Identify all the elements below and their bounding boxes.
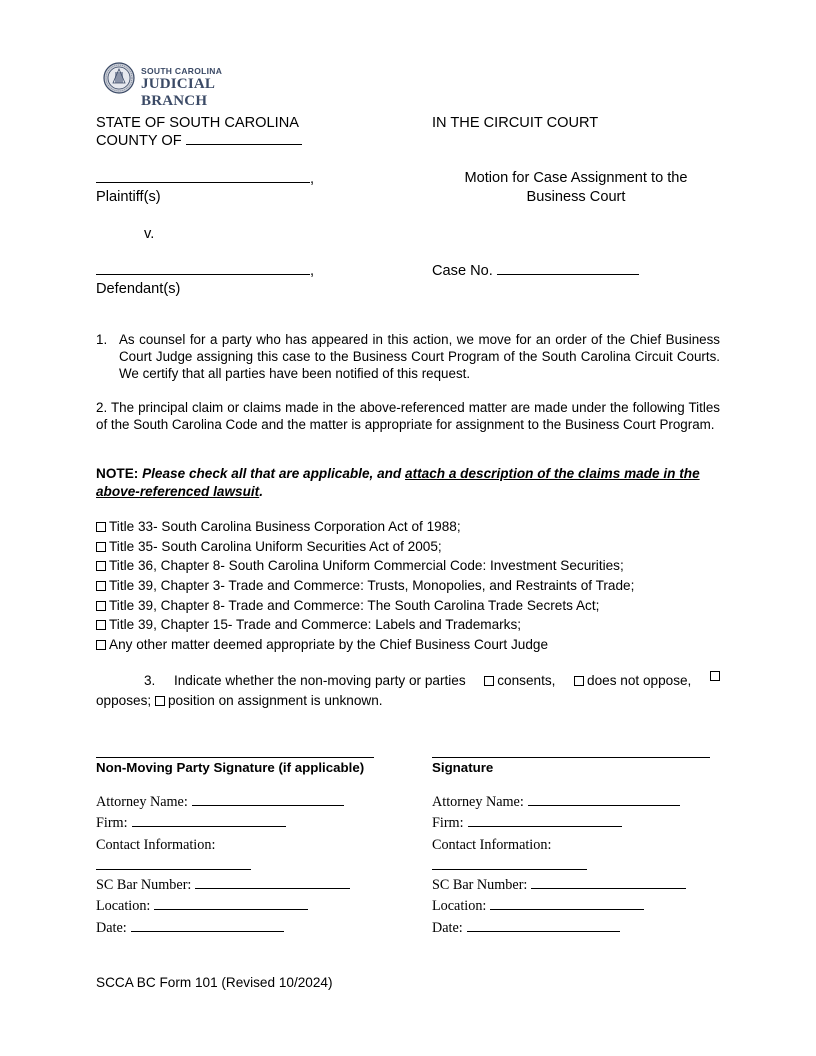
checkbox[interactable] — [96, 620, 106, 630]
checkbox[interactable] — [96, 581, 106, 591]
left-contact-field[interactable] — [96, 869, 251, 870]
logo-line-state: SOUTH CAROLINA — [141, 66, 223, 76]
does-not-oppose-checkbox[interactable] — [574, 676, 584, 686]
location-label: Location: — [96, 898, 151, 914]
title-checklist — [96, 517, 634, 655]
plaintiff-label: Plaintiff(s) — [96, 189, 161, 205]
left-attorney-name-field[interactable] — [192, 794, 344, 806]
state-seal-icon — [103, 62, 135, 94]
right-attorney-name — [432, 794, 680, 811]
checkbox[interactable] — [96, 640, 106, 650]
defendant-name-line — [96, 262, 314, 280]
paragraph-1 — [96, 331, 720, 382]
checklist-item-label: Title 39, Chapter 3- Trade and Commerce: Trusts, Monopolies, and Restraints of Trade; — [109, 578, 635, 594]
left-location-field[interactable] — [154, 898, 308, 910]
note-attach-instruction: attach a description of the claims made in the above-referenced lawsuit — [96, 466, 700, 499]
motion-title-line2: Business Court — [526, 189, 626, 205]
left-firm-field[interactable] — [132, 815, 286, 827]
attorney-name-label: Attorney Name: — [96, 794, 188, 810]
county-label: COUNTY OF — [96, 133, 182, 149]
checkbox[interactable] — [96, 522, 106, 532]
unknown-checkbox[interactable] — [155, 696, 165, 706]
checkbox[interactable] — [96, 542, 106, 552]
court-heading: IN THE CIRCUIT COURT — [432, 115, 599, 131]
checkbox[interactable] — [96, 601, 106, 611]
option-does-not-oppose — [574, 671, 691, 691]
note — [96, 465, 720, 501]
case-number-field[interactable] — [497, 262, 639, 275]
non-moving-signature-title: Non-Moving Party Signature (if applicable) — [96, 760, 365, 775]
consents-label: consents, — [497, 673, 556, 688]
defendant-comma: , — [310, 263, 315, 279]
motion-title — [432, 169, 720, 206]
right-location — [432, 898, 644, 915]
right-contact: Contact Information: — [432, 837, 552, 853]
checkbox[interactable] — [96, 561, 106, 571]
paragraph-2-text: 2. The principal claim or claims made in the above-referenced matter are made under the following Titles of the South Carolina Code and the matter is appropriate for assignment to the Business Court Program. — [96, 400, 720, 432]
state-heading: STATE OF SOUTH CAROLINA — [96, 115, 299, 131]
left-date-field[interactable] — [131, 920, 284, 932]
county-heading — [96, 132, 302, 150]
opposes-checkbox[interactable] — [710, 671, 720, 681]
option-consents — [484, 671, 555, 691]
checklist-item-label: Title 33- South Carolina Business Corporation Act of 1988; — [109, 519, 461, 534]
opposes-label: opposes; — [96, 692, 152, 708]
paragraph-3-line1 — [96, 671, 720, 691]
right-date — [432, 920, 620, 937]
left-date — [96, 920, 284, 937]
right-firm — [432, 815, 622, 832]
checklist-item — [96, 635, 634, 655]
checklist-item — [96, 556, 634, 576]
logo-line-branch: JUDICIAL BRANCH — [141, 76, 215, 109]
right-attorney-name-field[interactable] — [528, 794, 680, 806]
checklist-item-label: Title 36, Chapter 8- South Carolina Uniform Commercial Code: Investment Securities; — [109, 558, 624, 574]
left-location — [96, 898, 308, 915]
note-end: . — [259, 484, 263, 499]
left-bar-number — [96, 877, 350, 894]
case-number-label: Case No. — [432, 263, 493, 279]
defendant-label: Defendant(s) — [96, 281, 181, 297]
paragraph-2 — [96, 399, 720, 433]
right-bar-number-field[interactable] — [531, 877, 686, 889]
right-date-field[interactable] — [467, 920, 620, 932]
does-not-oppose-label: does not oppose, — [587, 673, 692, 688]
left-attorney-name — [96, 794, 344, 811]
paragraph-3-lead: Indicate whether the non-moving party or parties — [173, 673, 466, 688]
date-label: Date: — [432, 920, 463, 936]
signature-line[interactable] — [432, 757, 710, 758]
bar-number-label: SC Bar Number: — [432, 877, 528, 893]
county-field[interactable] — [186, 132, 302, 145]
right-firm-field[interactable] — [468, 815, 622, 827]
left-firm — [96, 815, 286, 832]
firm-label: Firm: — [96, 815, 128, 831]
plaintiff-field[interactable] — [96, 170, 310, 183]
checklist-item — [96, 596, 634, 616]
checklist-item — [96, 576, 634, 596]
plaintiff-comma: , — [310, 171, 315, 187]
location-label: Location: — [432, 898, 487, 914]
checklist-item — [96, 615, 634, 635]
plaintiff-name-line — [96, 170, 314, 188]
checklist-item — [96, 517, 634, 537]
motion-title-line1: Motion for Case Assignment to the — [464, 170, 688, 186]
date-label: Date: — [96, 920, 127, 936]
paragraph-1-text: As counsel for a party who has appeared in this action, we move for an order of the Chief Business Court Judge assigning this case to the Business Court Program of the South Carolina Circuit Courts. We certify that all parties have been notified of this request. — [119, 332, 720, 381]
judicial-branch-logo — [103, 62, 263, 109]
paragraph-1-number: 1. — [96, 332, 108, 347]
paragraph-3-number: 3. — [144, 673, 156, 688]
case-number — [432, 262, 639, 280]
consents-checkbox[interactable] — [484, 676, 494, 686]
firm-label: Firm: — [432, 815, 464, 831]
note-label: NOTE: — [96, 466, 139, 481]
right-contact-field[interactable] — [432, 869, 587, 870]
paragraph-3 — [96, 671, 720, 710]
checklist-item-label: Title 39, Chapter 15- Trade and Commerce: Labels and Trademarks; — [109, 617, 522, 633]
checklist-item-label: Title 39, Chapter 8- Trade and Commerce: The South Carolina Trade Secrets Act; — [109, 597, 600, 613]
signature-title: Signature — [432, 760, 494, 775]
defendant-field[interactable] — [96, 262, 310, 275]
bar-number-label: SC Bar Number: — [96, 877, 192, 893]
left-contact: Contact Information: — [96, 837, 216, 853]
right-bar-number — [432, 877, 686, 894]
left-bar-number-field[interactable] — [195, 877, 350, 889]
right-location-field[interactable] — [490, 898, 644, 910]
non-moving-signature-line[interactable] — [96, 757, 374, 758]
paragraph-3-line2 — [96, 691, 720, 711]
versus-label: v. — [144, 226, 155, 242]
checklist-item-label: Title 35- South Carolina Uniform Securities Act of 2005; — [109, 538, 442, 554]
form-footer: SCCA BC Form 101 (Revised 10/2024) — [96, 975, 333, 990]
checklist-item — [96, 537, 634, 557]
checklist-item-label: Any other matter deemed appropriate by the Chief Business Court Judge — [109, 637, 549, 653]
attorney-name-label: Attorney Name: — [432, 794, 524, 810]
note-instruction: Please check all that are applicable, and — [142, 466, 402, 481]
unknown-label: position on assignment is unknown. — [167, 692, 383, 708]
